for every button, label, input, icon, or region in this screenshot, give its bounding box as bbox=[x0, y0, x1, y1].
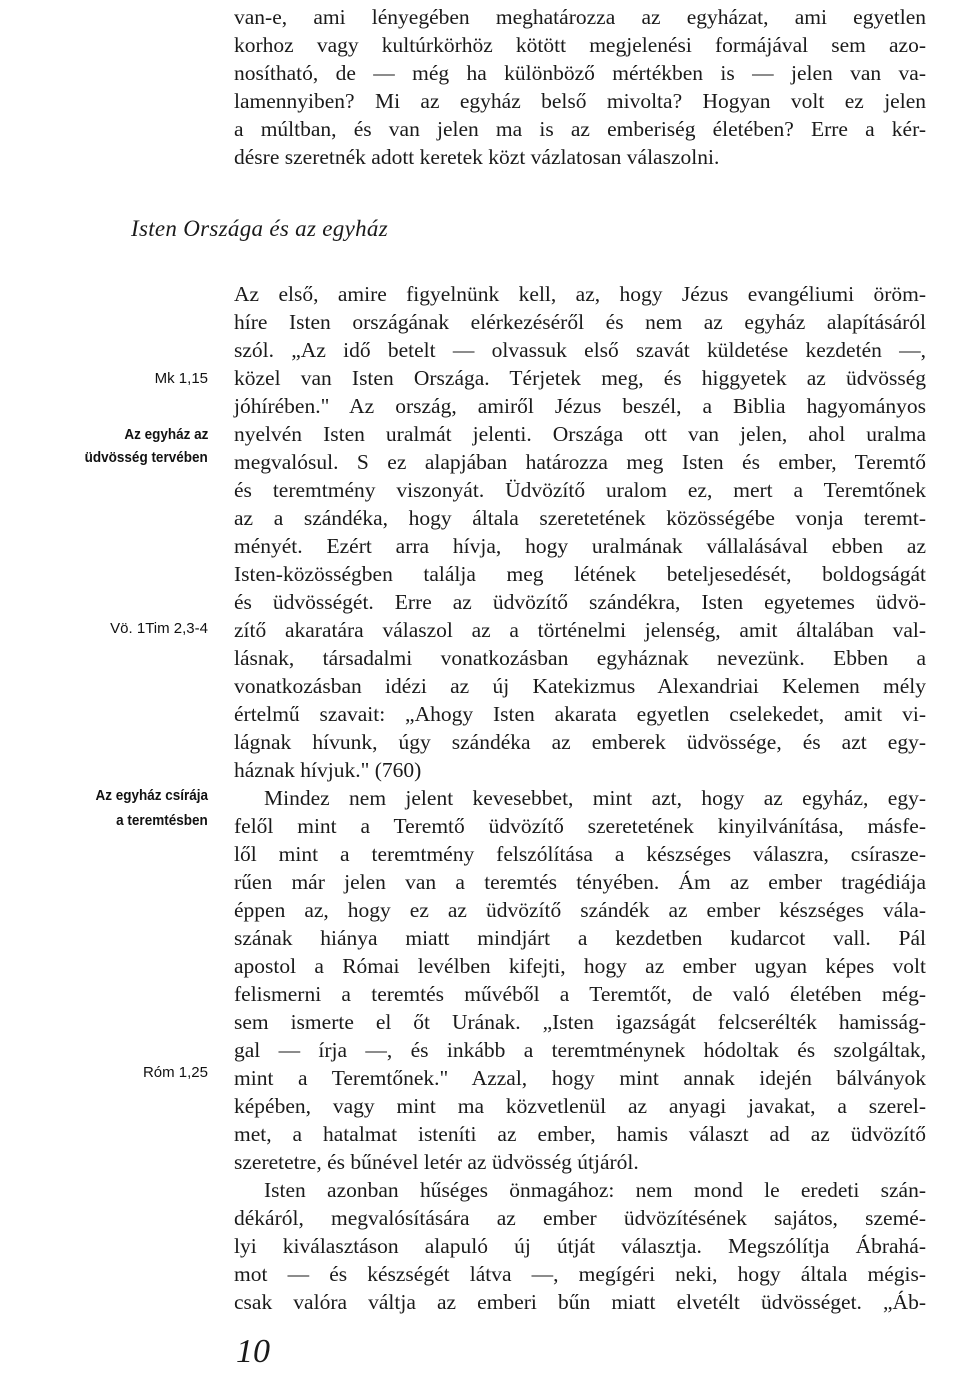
body-line: szának hiánya miatt mindjárt a kezdetben kudarcot vall. Pál bbox=[234, 926, 926, 950]
intro-line: a múltban, és van jelen ma is az emberiség életében? Erre a kér- bbox=[234, 117, 926, 141]
intro-line: korhoz vagy kultúrkörhöz kötött megjelenési formájával sem azo- bbox=[234, 33, 926, 57]
body-line: felismerni a teremtés művéből a Teremtőt, de való életében még- bbox=[234, 982, 926, 1006]
body-line: megvalósul. S ez alapjában határozza meg Isten és ember, Teremtő bbox=[234, 450, 926, 474]
margin-topic-line: Az egyház csírája bbox=[95, 787, 208, 804]
body-line: apostol a Római levélben kifejti, hogy az ember ugyan képes volt bbox=[234, 954, 926, 978]
intro-line: lamennyiben? Mi az egyház belső mivolta? Hogyan volt ez jelen bbox=[234, 89, 926, 113]
body-line: ményét. Ezért arra hívja, hogy uralmának vállalásával ebben az bbox=[234, 534, 926, 558]
body-line: lyi kiválasztáson alapuló új útját választja. Megszólítja Ábrahá- bbox=[234, 1234, 926, 1258]
body-line: képében, vagy mint ma közvetlenül az anyagi javakat, a szerel- bbox=[234, 1094, 926, 1118]
margin-topic-line: a teremtésben bbox=[116, 812, 208, 829]
body-line: és üdvösségét. Erre az üdvözítő szándékra, Isten egyetemes üdvö- bbox=[234, 590, 926, 614]
body-line: közel van Isten Országa. Térjetek meg, és higgyetek az üdvösség bbox=[234, 366, 926, 390]
body-line: csak valóra váltja az emberi bűn miatt elvetélt üdvösséget. „Áb- bbox=[234, 1290, 926, 1314]
body-line: nyelvén Isten uralmát jelenti. Országa ott van jelen, ahol uralma bbox=[234, 422, 926, 446]
body-line: háznak hívjuk." (760) bbox=[234, 758, 422, 782]
page-number: 10 bbox=[236, 1333, 270, 1370]
body-line: értelmű szavait: „Ahogy Isten akarata egyetlen cselekedet, amit vi- bbox=[234, 702, 926, 726]
body-line: felől mint a Teremtő üdvözítő szeretetének kinyilvánítása, másfe- bbox=[234, 814, 926, 838]
intro-line: désre szeretnék adott keretek közt vázlatosan válaszolni. bbox=[234, 145, 720, 169]
body-line: rűen már jelen van a teremtés tényében. Ám az ember tragédiája bbox=[234, 870, 926, 894]
margin-reference-rom: Róm 1,25 bbox=[142, 1064, 208, 1081]
body-line: szól. „Az idő betelt — olvassuk első szavát küldetése kezdetén —, bbox=[234, 338, 926, 362]
body-line: Az első, amire figyelnünk kell, az, hogy Jézus evangéliumi öröm- bbox=[234, 282, 926, 306]
body-line: Mindez nem jelent kevesebbet, mint azt, hogy az egyház, egy- bbox=[264, 786, 926, 810]
body-line: jóhírében." Az ország, amiről Jézus beszél, a Biblia hagyományos bbox=[234, 394, 926, 418]
body-line: vonatkozásban idézi az új Katekizmus Alexandriai Kelemen mély bbox=[234, 674, 926, 698]
body-line: zítő akaratára válaszol az a történelmi jelenség, amit általában val- bbox=[234, 618, 926, 642]
body-line: met, a hatalmat isteníti az ember, hamis választ ad az üdvözítő bbox=[234, 1122, 926, 1146]
intro-line: van-e, ami lényegében meghatározza az egyházat, ami egyetlen bbox=[234, 5, 926, 29]
margin-reference-mk: Mk 1,15 bbox=[154, 370, 208, 387]
body-line: mot — és készségét látva —, megígéri neki, hogy általa mégis- bbox=[234, 1262, 926, 1286]
body-line: gal — írja —, és inkább a teremtménynek hódoltak és szolgáltak, bbox=[234, 1038, 926, 1062]
body-line: éppen az, hogy ez az üdvözítő szándék az ember készséges vála- bbox=[234, 898, 926, 922]
body-line: híre Isten országának elérkezéséről és nem az egyház alapításáról bbox=[234, 310, 926, 334]
body-line: mint a Teremtőnek." Azzal, hogy mint annak idején bálványok bbox=[234, 1066, 926, 1090]
body-line: Isten-közösségben találja meg létének beteljesedését, boldogságát bbox=[234, 562, 926, 586]
body-line: lágnak hívunk, úgy szándéka az emberek üdvössége, és azt egy- bbox=[234, 730, 926, 754]
body-line: szeretetre, és bűnével letér az üdvösség útjáról. bbox=[234, 1150, 639, 1174]
body-line: és teremtmény viszonyát. Üdvözítő uralom ez, mert a Teremtőnek bbox=[234, 478, 926, 502]
margin-reference-vo: Vö. 1Tim 2,3-4 bbox=[110, 620, 208, 637]
body-line: Isten azonban hűséges önmagához: nem mond le eredeti szán- bbox=[264, 1178, 926, 1202]
intro-line: nosítható, de — még ha különböző mértékben is — jelen van va- bbox=[234, 61, 926, 85]
margin-topic-line: üdvösség tervében bbox=[84, 449, 208, 466]
body-line: sem ismerte el őt Urának. „Isten igazságát felcserélték hamisság- bbox=[234, 1010, 926, 1034]
margin-topic-line: Az egyház az bbox=[123, 426, 208, 443]
body-line: lől mint a teremtmény felszólítása a készséges válaszra, csíraszе- bbox=[234, 842, 926, 866]
section-heading: Isten Országa és az egyház bbox=[131, 216, 388, 241]
body-line: dékáról, megvalósítására az ember üdvözítésének sajátos, szemé- bbox=[234, 1206, 926, 1230]
body-line: az a szándéka, hogy általa szeretetének közösségébe vonja teremt- bbox=[234, 506, 926, 530]
body-line: lásnak, társadalmi vonatkozásban egyháznak nevezünk. Ebben a bbox=[234, 646, 926, 670]
